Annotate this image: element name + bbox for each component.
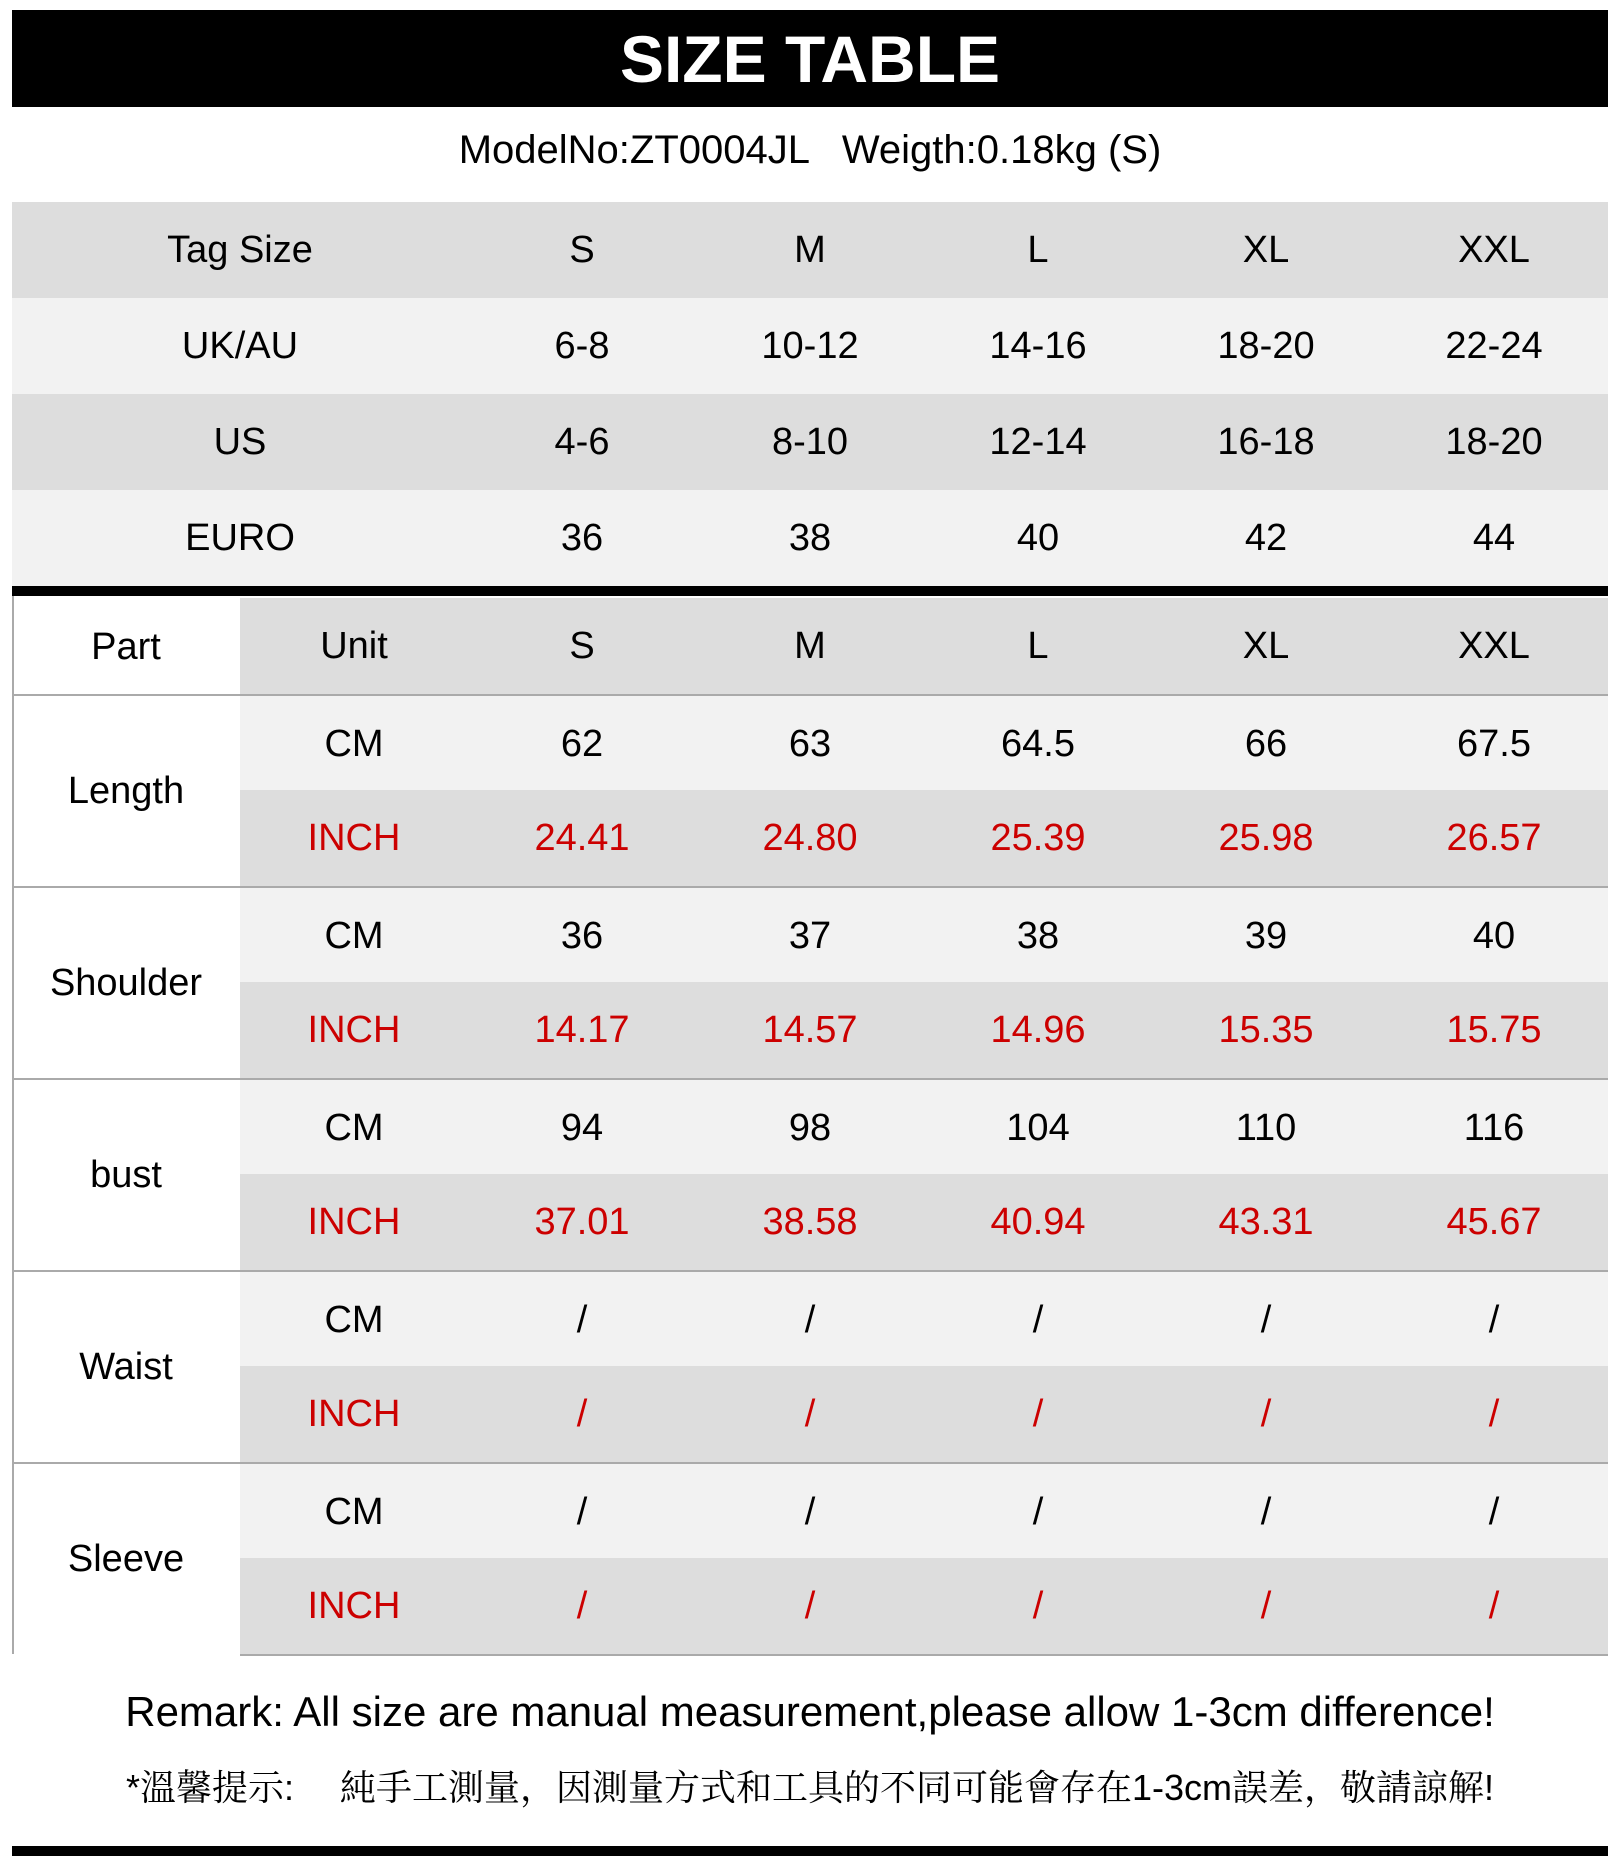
measure-row-inch [240, 790, 1608, 886]
size-cell: 36 [560, 516, 604, 559]
model-info [0, 118, 1620, 182]
row-label: UK/AU [181, 324, 299, 367]
value-cell: 37.01 [534, 1200, 630, 1243]
value-cell: 25.98 [1218, 816, 1314, 859]
row-label: US [213, 420, 267, 463]
size-cell: 44 [1472, 516, 1516, 559]
value-cell: 25.39 [990, 816, 1086, 859]
value-cell: / [1260, 1490, 1272, 1533]
unit-cm: CM [324, 1298, 384, 1341]
size-cell: XL [1242, 228, 1290, 271]
size-header: XXL [1458, 624, 1530, 667]
part-header: Part [12, 600, 240, 694]
value-cell: 39 [1244, 914, 1288, 957]
part-bust: bust [12, 1080, 240, 1270]
size-cell: M [794, 228, 826, 271]
part-waist: Waist [12, 1272, 240, 1462]
unit-cm: CM [324, 722, 384, 765]
size-row-ukau [12, 298, 1608, 394]
size-cell: 18-20 [1445, 420, 1543, 463]
measure-row-cm [240, 1272, 1608, 1368]
unit-cm: CM [324, 1106, 384, 1149]
size-header: S [569, 624, 595, 667]
size-cell: 22-24 [1445, 324, 1543, 367]
value-cell: 94 [560, 1106, 604, 1149]
value-cell: 67.5 [1457, 722, 1531, 765]
value-cell: 14.96 [990, 1008, 1086, 1051]
part-sleeve: Sleeve [12, 1464, 240, 1654]
unit-inch: INCH [307, 816, 401, 859]
size-cell: 6-8 [554, 324, 610, 367]
measure-row-cm [240, 888, 1608, 984]
value-cell: 116 [1463, 1106, 1525, 1149]
unit-inch: INCH [307, 1584, 401, 1627]
size-cell: 14-16 [989, 324, 1087, 367]
value-cell: 38 [1016, 914, 1060, 957]
size-cell: 16-18 [1217, 420, 1315, 463]
value-cell: / [1260, 1392, 1272, 1435]
value-cell: / [804, 1584, 816, 1627]
unit-inch: INCH [307, 1008, 401, 1051]
value-cell: 66 [1244, 722, 1288, 765]
value-cell: 110 [1235, 1106, 1297, 1149]
value-cell: 26.57 [1446, 816, 1542, 859]
size-cell: 38 [788, 516, 832, 559]
measure-row-cm [240, 696, 1608, 792]
part-length: Length [12, 696, 240, 886]
table-divider [12, 586, 1608, 596]
value-cell: 40.94 [990, 1200, 1086, 1243]
page-title: SIZE TABLE [619, 21, 1001, 96]
value-cell: / [1032, 1584, 1044, 1627]
value-cell: / [804, 1490, 816, 1533]
value-cell: 15.35 [1218, 1008, 1314, 1051]
value-cell: / [1488, 1490, 1500, 1533]
size-row-us [12, 394, 1608, 490]
unit-inch: INCH [307, 1200, 401, 1243]
size-cell: 4-6 [554, 420, 610, 463]
value-cell: 98 [788, 1106, 832, 1149]
size-cell: XXL [1458, 228, 1530, 271]
row-border [240, 1654, 1608, 1656]
value-cell: / [576, 1584, 588, 1627]
value-cell: / [1488, 1584, 1500, 1627]
measure-row-inch [240, 982, 1608, 1078]
value-cell: 37 [788, 914, 832, 957]
bottom-bar [12, 1846, 1608, 1856]
size-header: L [1027, 624, 1049, 667]
unit-header: Unit [320, 624, 388, 667]
part-shoulder: Shoulder [12, 888, 240, 1078]
value-cell: / [576, 1298, 588, 1341]
value-cell: 14.57 [762, 1008, 858, 1051]
unit-cm: CM [324, 1490, 384, 1533]
size-row-euro [12, 490, 1608, 586]
value-cell: 40 [1472, 914, 1516, 957]
value-cell: / [576, 1490, 588, 1533]
size-header: M [794, 624, 826, 667]
remark-text-chinese: *溫馨提示: 純手工測量，因測量方式和工具的不同可能會存在1-3cm誤差，敬請諒解! [125, 1767, 1495, 1808]
value-cell: 45.67 [1446, 1200, 1542, 1243]
value-cell: 38.58 [762, 1200, 858, 1243]
row-label: Tag Size [167, 228, 313, 271]
size-cell: 10-12 [761, 324, 859, 367]
value-cell: 64.5 [1001, 722, 1075, 765]
size-cell: 42 [1244, 516, 1288, 559]
measure-row-inch [240, 1174, 1608, 1270]
value-cell: / [1032, 1298, 1044, 1341]
size-cell: 12-14 [989, 420, 1087, 463]
value-cell: 104 [1006, 1106, 1070, 1149]
value-cell: / [1032, 1392, 1044, 1435]
size-cell: 40 [1016, 516, 1060, 559]
value-cell: 14.17 [534, 1008, 630, 1051]
unit-inch: INCH [307, 1392, 401, 1435]
value-cell: 62 [560, 722, 604, 765]
value-cell: / [576, 1392, 588, 1435]
value-cell: 24.41 [534, 816, 630, 859]
size-cell: 8-10 [771, 420, 849, 463]
row-label: EURO [185, 516, 295, 559]
value-cell: / [1488, 1392, 1500, 1435]
value-cell: 24.80 [762, 816, 858, 859]
size-cell: 18-20 [1217, 324, 1315, 367]
size-cell: L [1027, 228, 1049, 271]
measure-header-row [240, 598, 1608, 694]
value-cell: / [1260, 1298, 1272, 1341]
value-cell: 63 [788, 722, 832, 765]
value-cell: / [1032, 1490, 1044, 1533]
value-cell: / [804, 1392, 816, 1435]
value-cell: 43.31 [1218, 1200, 1314, 1243]
measure-row-inch [240, 1366, 1608, 1462]
size-row-tag [12, 202, 1608, 298]
size-header: XL [1242, 624, 1290, 667]
value-cell: 15.75 [1446, 1008, 1542, 1051]
value-cell: / [804, 1298, 816, 1341]
unit-cm: CM [324, 914, 384, 957]
value-cell: / [1488, 1298, 1500, 1341]
measure-row-inch [240, 1558, 1608, 1654]
value-cell: 36 [560, 914, 604, 957]
title-bar [12, 10, 1608, 107]
measure-row-cm [240, 1080, 1608, 1176]
measure-row-cm [240, 1464, 1608, 1560]
value-cell: / [1260, 1584, 1272, 1627]
model-info-text: ModelNo:ZT0004JL Weigth:0.18kg (S) [458, 127, 1162, 172]
size-cell: S [569, 228, 595, 271]
remark-text: Remark: All size are manual measurement,please allow 1-3cm difference! [125, 1688, 1495, 1735]
table-left-border [12, 596, 14, 1654]
